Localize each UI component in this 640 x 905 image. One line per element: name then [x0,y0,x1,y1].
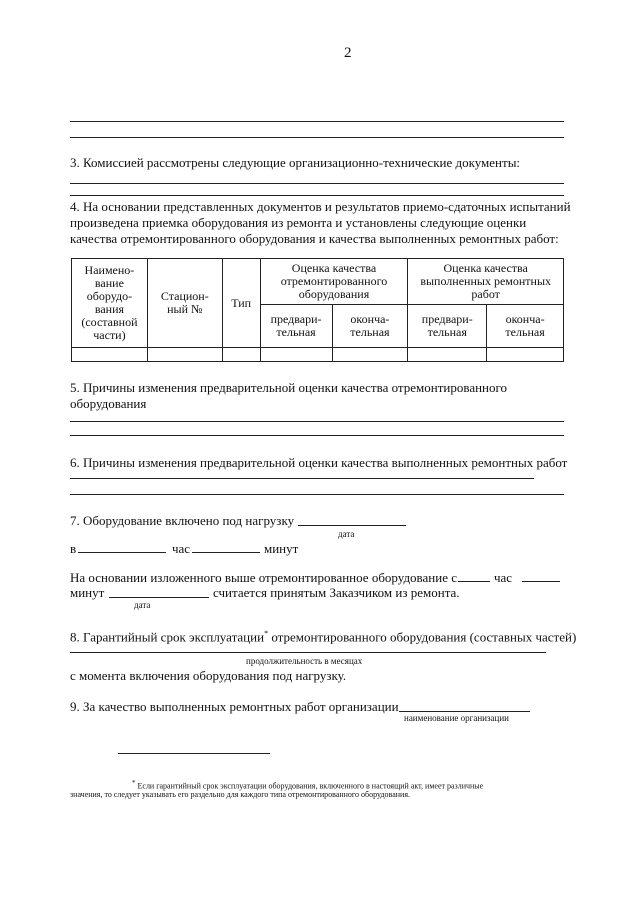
header-type: Тип [222,259,260,348]
section-7-text: 7. Оборудование включено под нагрузку [70,513,295,528]
in-label: в [70,541,77,556]
table-cell [408,348,487,362]
warranty-caption: продолжительность в месяцах [246,656,363,666]
table-cell [72,348,148,362]
table-cell [487,348,564,362]
blank-line [70,137,564,138]
minute-field-line [522,581,560,582]
acceptance-line-1: На основании изложенного выше отремонтированное оборудование с [70,570,457,585]
blank-line [70,421,564,422]
subheader-final: оконча- тельная [487,305,564,348]
blank-line [70,494,564,495]
assessment-table [71,258,564,362]
warranty-field-line [70,652,546,653]
table-cell [147,348,222,362]
footnote-reference: * [264,629,269,638]
table-cell [332,348,408,362]
time-field-line [458,581,490,582]
header-equipment-quality: Оценка качества отремонтированного оборудования [260,259,408,305]
subheader-final: оконча- тельная [332,305,408,348]
time-field-line [78,552,166,553]
section-4-line-3: качества отремонтированного оборудования и качества выполненных ремонтных работ: [70,231,559,246]
footnote-line-2: значения, то следует указывать его раздельно для каждого типа отремонтированного оборудования. [70,790,411,799]
section-4-line-2: произведена приемка оборудования из ремонта и установлены следующие оценки [70,215,527,230]
table-cell [260,348,332,362]
blank-line [70,435,564,436]
organization-field-line [399,711,530,712]
table-cell [222,348,260,362]
header-equipment-name: Наимено- вание оборудо- вания (составной части) [72,259,148,348]
acceptance-date-caption: дата [134,600,151,610]
header-work-quality: Оценка качества выполненных ремонтных работ [408,259,564,305]
section-5-line-1: 5. Причины изменения предварительной оценки качества отремонтированного [70,380,508,395]
blank-line [70,478,534,479]
section-8-text: 8. Гарантийный срок эксплуатации* отремонтированного оборудования (составных частей) [70,629,577,645]
date-field-line [109,597,209,598]
blank-line [70,183,564,184]
section-8-line-2: с момента включения оборудования под нагрузку. [70,668,347,683]
section-5-line-2: оборудования [70,396,147,411]
date-field-line [298,525,406,526]
section-9-text: 9. За качество выполненных ремонтных работ организации [70,699,399,714]
footnote-separator [118,753,270,754]
section-3-text: 3. Комиссией рассмотрены следующие организационно-технические документы: [70,155,521,170]
footnote-line-1: * Если гарантийный срок эксплуатации оборудования, включенного в настоящий акт, имеет различные [132,779,484,791]
minute-label: минут [264,541,299,556]
hour-label: час [172,541,191,556]
acceptance-line-2: считается принятым Заказчиком из ремонта. [213,585,460,600]
section-4-line-1: 4. На основании представленных документов и результатов приемо-сдаточных испытаний [70,199,571,214]
subheader-preliminary: предвари- тельная [408,305,487,348]
acceptance-hour-label: час [494,570,513,585]
header-station-number: Стацион- ный № [147,259,222,348]
page-number: 2 [344,45,352,61]
subheader-preliminary: предвари- тельная [260,305,332,348]
organization-caption: наименование организации [404,713,509,723]
date-caption: дата [338,529,355,539]
blank-line [70,121,564,122]
section-6-text: 6. Причины изменения предварительной оценки качества выполненных ремонтных работ [70,455,568,470]
blank-line [70,195,564,196]
hour-field-line [192,552,260,553]
acceptance-minute-label: минут [70,585,105,600]
